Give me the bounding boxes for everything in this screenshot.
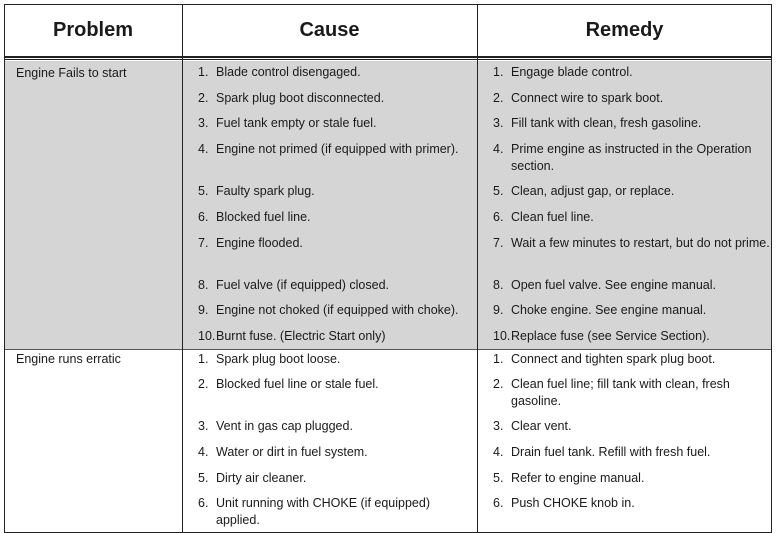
col-rule-2 [477, 4, 478, 533]
col-rule-1 [182, 4, 183, 533]
header-divider [4, 56, 772, 58]
table-top-border [4, 4, 772, 5]
header-cause: Cause [299, 18, 360, 41]
problem-cell-2: Engine runs erratic [16, 352, 121, 366]
row-divider [4, 349, 772, 350]
header-problem: Problem [52, 18, 134, 41]
problem-cell-1: Engine Fails to start [16, 66, 127, 80]
troubleshooting-table: Problem Cause Remedy Engine Fails to start Engine runs erratic 1. Blade control disengaged. 2. Spark plug boot disconnected. 3. Fuel tank empty or stale fuel. 4. Engine not primed (if equipped with primer). 5. Faulty spark plug. 6. Blocked fuel line. 7. Engine flooded. 8. Fuel valve (if equipped) closed. 9. Engine not choked (if equipped with choke). 10. Burnt fuse. (Electric Start only) 1. Engage blade control. 2. Connect wire to spark boot. 3. Fill tank with clean, fresh gasoline. 4. Prime engine as instructed in the Operation section. 5. Clean, adjust gap, or replace. 6. Clean fuel line. 7. Wait a few minutes to restart, but do not prime. 8. Open fuel valve. See engine manual. 9. Choke engine. See engine manual. 10. Replace fuse (see Service Section). 1. Spark plug boot loose. 2. Blocked fuel line or stale fuel. 3. Vent in gas cap plugged. 4. Water or dirt in fuel system. 5. Dirty air cleaner. 6. Unit running with CHOKE (if equipped) applied. 1. Connect and tighten spark plug boot. 2. Clean fuel line; fill tank with clean, fresh gasoline. 3. Clear vent. 4. Drain fuel tank. Refill with fresh fuel. 5. Refer to engine manual. 6. Push CHOKE knob in. [4, 4, 772, 533]
header-divider-2 [4, 59, 772, 60]
header-remedy: Remedy [585, 18, 664, 41]
left-border [4, 4, 5, 533]
